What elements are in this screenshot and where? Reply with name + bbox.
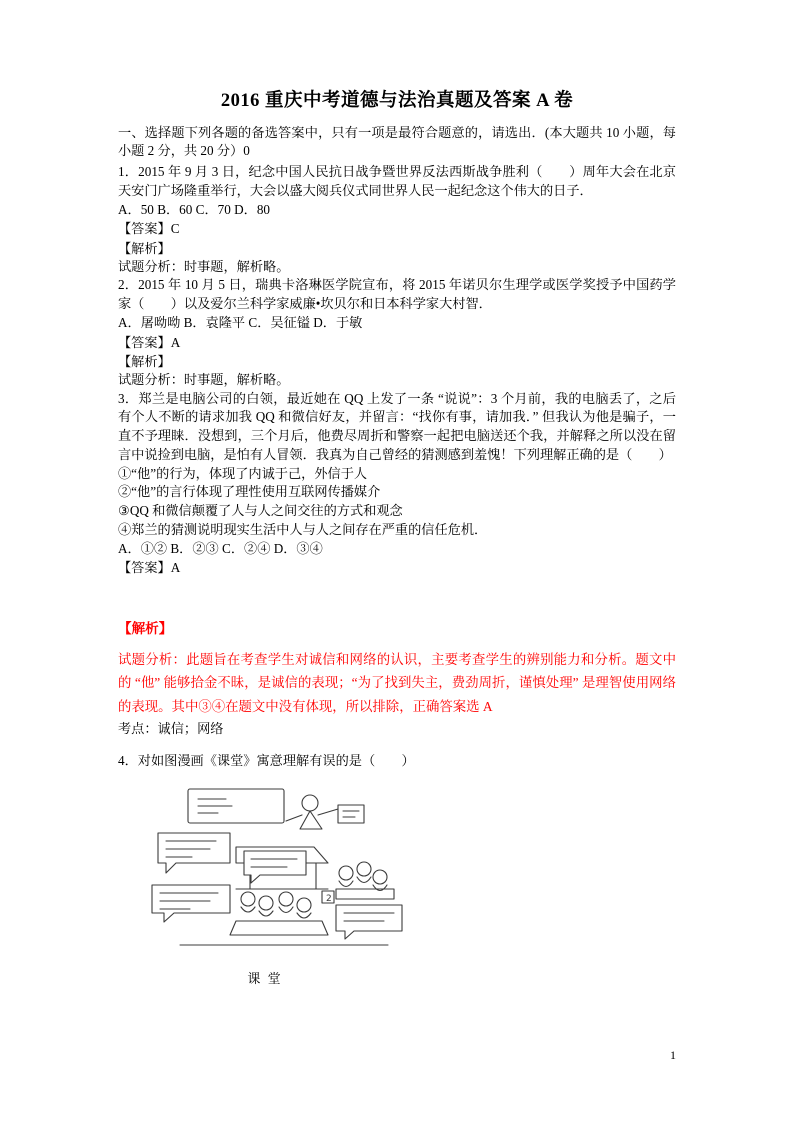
- cartoon-image: [140, 781, 440, 966]
- question-3-answer: [118, 558, 676, 577]
- page-number: 1: [670, 1048, 676, 1062]
- question-1-stem: 1．2015 年 9 月 3 日，纪念中国人民抗日战争暨世界反法西斯战争胜利（ ）周年大会在北京天安门广场隆重举行，大会以盛大阅兵仪式同世界人民一起纪念这个伟大的日子．: [118, 164, 676, 198]
- question-1-answer: [118, 219, 676, 238]
- cartoon-figure: [140, 781, 470, 987]
- question-3-analysis-label: 【解析】: [118, 621, 173, 637]
- answer-value: A: [170, 560, 181, 576]
- question-2-options: A．屠呦呦 B．袁隆平 C．吴征镒 D．于敏: [118, 314, 363, 330]
- question-4-stem: 4．对如图漫画《课堂》寓意理解有误的是（ ）: [118, 752, 415, 768]
- question-3-options: A．①② B．②③ C．②④ D．③④: [118, 540, 323, 556]
- page-title: 2016 重庆中考道德与法治真题及答案 A 卷: [220, 91, 574, 111]
- question-1-options: A．50 B．60 C．70 D．80: [118, 201, 271, 217]
- question-3-stem: 3．郑兰是电脑公司的白领，最近她在 QQ 上发了一条 “说说”：3 个月前，我的电脑丢了，之后有个人不断的请求加我 QQ 和微信好友，并留言：“找你有事，请加我．” 但我认为他是骗子，一直不予理睐．没想到，三个月后，他费尽周折和警察一起把电脑送还个我，并解释之所以没在留言中说捡到电脑，是怕有人冒领．我真为自己曾经的猜测感到羞愧！下列理解正确的是（ ）: [118, 390, 676, 462]
- cartoon-caption: 课 堂: [247, 970, 283, 986]
- question-3-item-3: ③QQ 和微信颠覆了人与人之间交往的方式和观念: [118, 503, 403, 519]
- question-3-item-2: ②“他”的言行体现了理性使用互联网传播媒介: [118, 484, 381, 500]
- question-2-analysis-label: 【解析】: [118, 353, 171, 369]
- question-3-analysis: 试题分析：此题旨在考查学生对诚信和网络的认识，主要考查学生的辨别能力和分析。题文中的 “他” 能够拾金不昧，是诚信的表现；“为了找到失主，费劲周折，谨慎处理” 是理智使用网络的表现。其中③④在题文中没有体现，所以排除，正确答案选 A: [118, 651, 676, 715]
- question-4: [118, 751, 676, 987]
- question-2-stem: 2．2015 年 10 月 5 日，瑞典卡洛琳医学院宣布，将 2015 年诺贝尔生理学或医学奖授予中国药学家（ ）以及爱尔兰科学家威廉•坎贝尔和日本科学家大村智．: [118, 277, 676, 312]
- answer-label: 【答案】: [118, 560, 171, 576]
- question-2: [118, 276, 676, 389]
- answer-label: 【答案】: [118, 334, 171, 350]
- question-3-item-1: ①“他”的行为，体现了内诚于己，外信于人: [118, 465, 368, 481]
- section-intro: 一、选择题下列各题的备选答案中，只有一项是最符合题意的，请选出．(本大题共 10 小题，每小题 2 分，共 20 分）0: [118, 124, 676, 159]
- question-3-kaodian: 考点：诚信；网络: [118, 721, 224, 737]
- question-2-analysis: 试题分析：时事题，解析略。: [118, 371, 290, 387]
- question-1: [118, 163, 676, 276]
- svg-text:2: 2: [326, 893, 332, 904]
- question-3: [118, 390, 676, 739]
- answer-value: A: [170, 334, 181, 350]
- question-2-answer: [118, 333, 676, 352]
- question-1-analysis-label: 【解析】: [118, 240, 171, 256]
- question-1-analysis: 试题分析：时事题，解析略。: [118, 258, 290, 274]
- question-3-item-4: ④郑兰的猜测说明现实生活中人与人之间存在严重的信任危机．: [118, 521, 488, 537]
- answer-value: C: [170, 221, 180, 237]
- answer-label: 【答案】: [118, 221, 171, 237]
